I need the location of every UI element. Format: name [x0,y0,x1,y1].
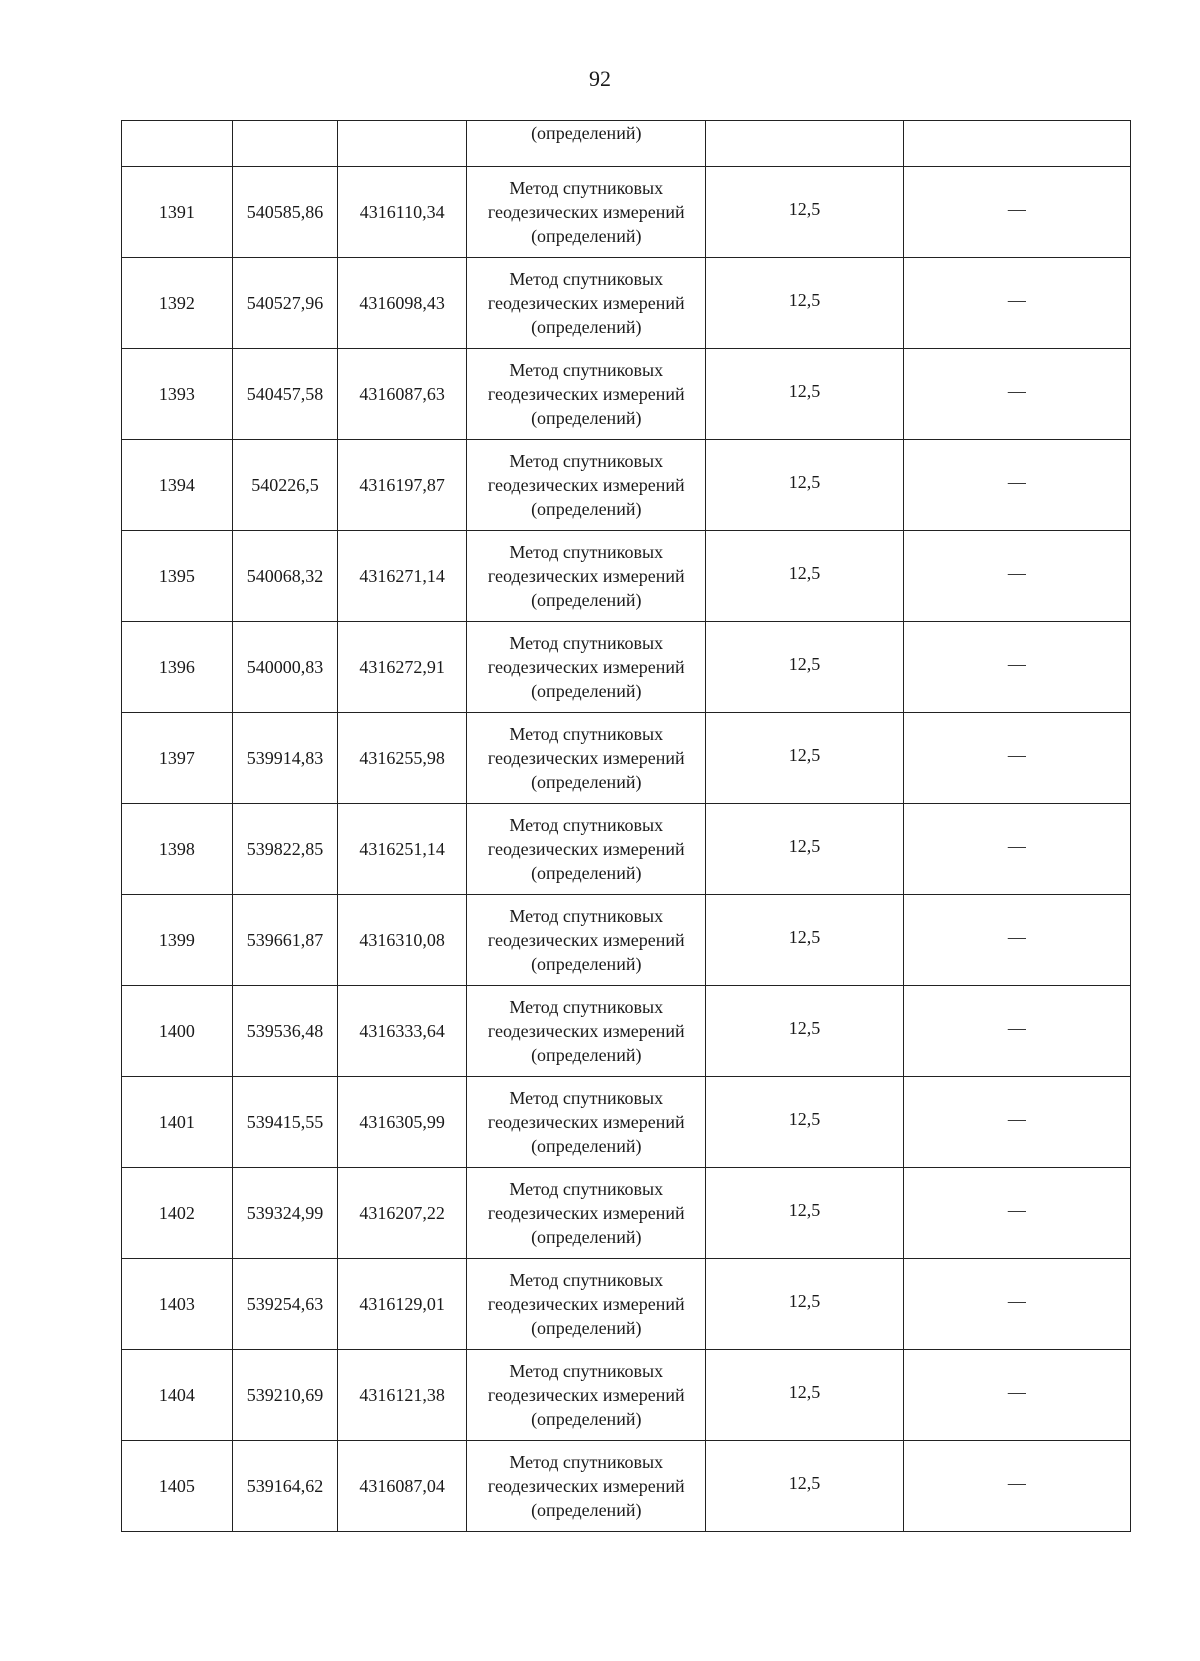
accuracy-value: 12,5 [788,1018,821,1038]
method-line: (определений) [531,1500,642,1520]
method-line: геодезических измерений [487,839,685,859]
table-row [122,986,1131,1077]
method-line: (определений) [531,954,642,974]
method-line: Метод спутниковых [509,178,664,198]
point-number-cell: 1403 [122,1259,233,1350]
accuracy-cell [706,986,903,1077]
dash-mark: — [1007,1109,1026,1129]
y-coordinate-cell: 4316255,98 [338,713,467,804]
dash-mark: — [1007,199,1026,219]
note-cell [903,349,1130,440]
table-row [122,1350,1131,1441]
method-line: геодезических измерений [487,1385,685,1405]
note-cell [903,440,1130,531]
accuracy-value: 12,5 [788,1291,821,1311]
method-line: геодезических измерений [487,1294,685,1314]
accuracy-value: 12,5 [788,563,821,583]
y-coordinate-cell: 4316087,04 [338,1441,467,1532]
table-row-continuation [122,121,1131,167]
point-number-cell: 1395 [122,531,233,622]
method-cell-continuation: (определений) [467,121,706,167]
method-line: геодезических измерений [487,384,685,404]
table-row [122,713,1131,804]
method-line: Метод спутниковых [509,542,664,562]
dash-mark: — [1007,927,1026,947]
method-cell [467,1259,706,1350]
coordinates-table-body [122,121,1131,1532]
coordinates-table [121,120,1131,1532]
accuracy-value: 12,5 [788,1200,821,1220]
method-line: (определений) [531,1136,642,1156]
accuracy-value: 12,5 [788,927,821,947]
method-line: Метод спутниковых [509,633,664,653]
method-line: (определений) [531,408,642,428]
dash-mark: — [1007,290,1026,310]
table-row [122,167,1131,258]
note-cell [903,1259,1130,1350]
accuracy-cell [706,349,903,440]
method-cell [467,1350,706,1441]
table-row [122,258,1131,349]
x-coordinate-cell: 540000,83 [232,622,338,713]
method-line: (определений) [531,1045,642,1065]
method-cell [467,258,706,349]
y-coordinate-cell: 4316110,34 [338,167,467,258]
accuracy-value: 12,5 [788,1109,821,1129]
dash-mark: — [1007,745,1026,765]
method-line: Метод спутниковых [509,997,664,1017]
table-row [122,1168,1131,1259]
method-cell [467,622,706,713]
accuracy-cell [706,1168,903,1259]
method-line: геодезических измерений [487,1021,685,1041]
method-cell [467,1441,706,1532]
accuracy-cell [706,440,903,531]
method-line: (определений) [531,590,642,610]
x-coordinate-cell: 540226,5 [232,440,338,531]
x-coordinate-cell: 540068,32 [232,531,338,622]
table-cell-empty [903,121,1130,167]
x-coordinate-cell: 540585,86 [232,167,338,258]
accuracy-cell [706,167,903,258]
method-line: Метод спутниковых [509,360,664,380]
table-row [122,440,1131,531]
point-number-cell: 1391 [122,167,233,258]
table-cell-empty [122,121,233,167]
table-row [122,895,1131,986]
y-coordinate-cell: 4316305,99 [338,1077,467,1168]
note-cell [903,895,1130,986]
note-cell [903,1168,1130,1259]
note-cell [903,531,1130,622]
dash-mark: — [1007,1382,1026,1402]
dash-mark: — [1007,1018,1026,1038]
method-cell [467,986,706,1077]
dash-mark: — [1007,563,1026,583]
point-number-cell: 1398 [122,804,233,895]
accuracy-value: 12,5 [788,472,821,492]
x-coordinate-cell: 539164,62 [232,1441,338,1532]
method-line: геодезических измерений [487,293,685,313]
method-cell [467,1168,706,1259]
note-cell [903,1350,1130,1441]
note-cell [903,622,1130,713]
method-line: геодезических измерений [487,1476,685,1496]
method-cell [467,804,706,895]
table-cell-empty [338,121,467,167]
x-coordinate-cell: 539914,83 [232,713,338,804]
x-coordinate-cell: 540527,96 [232,258,338,349]
note-cell [903,713,1130,804]
method-line: (определений) [531,1318,642,1338]
x-coordinate-cell: 539822,85 [232,804,338,895]
note-cell [903,1077,1130,1168]
method-line: (определений) [531,772,642,792]
dash-mark: — [1007,1473,1026,1493]
dash-mark: — [1007,654,1026,674]
method-line: (определений) [531,317,642,337]
y-coordinate-cell: 4316098,43 [338,258,467,349]
y-coordinate-cell: 4316251,14 [338,804,467,895]
method-line: геодезических измерений [487,566,685,586]
accuracy-cell [706,1441,903,1532]
method-cell [467,440,706,531]
x-coordinate-cell: 540457,58 [232,349,338,440]
accuracy-value: 12,5 [788,836,821,856]
method-line: геодезических измерений [487,930,685,950]
method-line: Метод спутниковых [509,1088,664,1108]
x-coordinate-cell: 539254,63 [232,1259,338,1350]
method-cell [467,167,706,258]
point-number-cell: 1397 [122,713,233,804]
method-line: Метод спутниковых [509,1361,664,1381]
method-line: (определений) [531,1227,642,1247]
accuracy-value: 12,5 [788,290,821,310]
table-row [122,622,1131,713]
method-line: Метод спутниковых [509,1270,664,1290]
method-line: геодезических измерений [487,657,685,677]
y-coordinate-cell: 4316197,87 [338,440,467,531]
method-cell [467,531,706,622]
table-row [122,349,1131,440]
accuracy-cell [706,258,903,349]
dash-mark: — [1007,472,1026,492]
accuracy-cell [706,1077,903,1168]
y-coordinate-cell: 4316310,08 [338,895,467,986]
page-number: 92 [589,66,611,91]
point-number-cell: 1399 [122,895,233,986]
note-cell [903,804,1130,895]
method-line: Метод спутниковых [509,724,664,744]
y-coordinate-cell: 4316129,01 [338,1259,467,1350]
point-number-cell: 1394 [122,440,233,531]
method-line: геодезических измерений [487,202,685,222]
table-row [122,531,1131,622]
method-line: геодезических измерений [487,1112,685,1132]
method-line: Метод спутниковых [509,906,664,926]
y-coordinate-cell: 4316272,91 [338,622,467,713]
accuracy-cell [706,804,903,895]
y-coordinate-cell: 4316087,63 [338,349,467,440]
method-line: (определений) [531,681,642,701]
note-cell [903,1441,1130,1532]
note-cell [903,986,1130,1077]
table-row [122,1077,1131,1168]
accuracy-cell [706,622,903,713]
accuracy-cell [706,531,903,622]
note-cell [903,167,1130,258]
x-coordinate-cell: 539536,48 [232,986,338,1077]
accuracy-cell [706,1259,903,1350]
method-line: (определений) [531,863,642,883]
point-number-cell: 1401 [122,1077,233,1168]
method-cell [467,349,706,440]
accuracy-value: 12,5 [788,381,821,401]
method-cell [467,1077,706,1168]
method-line: геодезических измерений [487,748,685,768]
accuracy-value: 12,5 [788,1473,821,1493]
y-coordinate-cell: 4316271,14 [338,531,467,622]
method-line: Метод спутниковых [509,269,664,289]
x-coordinate-cell: 539415,55 [232,1077,338,1168]
table-cell-empty [232,121,338,167]
note-cell [903,258,1130,349]
dash-mark: — [1007,381,1026,401]
method-cell [467,895,706,986]
dash-mark: — [1007,1291,1026,1311]
dash-mark: — [1007,1200,1026,1220]
accuracy-value: 12,5 [788,654,821,674]
point-number-cell: 1402 [122,1168,233,1259]
dash-mark: — [1007,836,1026,856]
y-coordinate-cell: 4316207,22 [338,1168,467,1259]
table-row [122,1259,1131,1350]
table-row [122,1441,1131,1532]
table-row [122,804,1131,895]
method-line: (определений) [531,1409,642,1429]
x-coordinate-cell: 539661,87 [232,895,338,986]
method-line: геодезических измерений [487,475,685,495]
method-line: Метод спутниковых [509,1452,664,1472]
method-line: Метод спутниковых [509,451,664,471]
method-line: Метод спутниковых [509,1179,664,1199]
accuracy-value: 12,5 [788,745,821,765]
method-line: геодезических измерений [487,1203,685,1223]
method-cell [467,713,706,804]
accuracy-cell [706,895,903,986]
accuracy-cell [706,1350,903,1441]
point-number-cell: 1393 [122,349,233,440]
accuracy-cell [706,713,903,804]
method-line: (определений) [531,226,642,246]
table-cell-empty [706,121,903,167]
x-coordinate-cell: 539324,99 [232,1168,338,1259]
accuracy-value: 12,5 [788,199,821,219]
point-number-cell: 1404 [122,1350,233,1441]
point-number-cell: 1396 [122,622,233,713]
accuracy-value: 12,5 [788,1382,821,1402]
point-number-cell: 1400 [122,986,233,1077]
point-number-cell: 1405 [122,1441,233,1532]
method-line: (определений) [531,499,642,519]
y-coordinate-cell: 4316333,64 [338,986,467,1077]
x-coordinate-cell: 539210,69 [232,1350,338,1441]
method-line: Метод спутниковых [509,815,664,835]
y-coordinate-cell: 4316121,38 [338,1350,467,1441]
point-number-cell: 1392 [122,258,233,349]
